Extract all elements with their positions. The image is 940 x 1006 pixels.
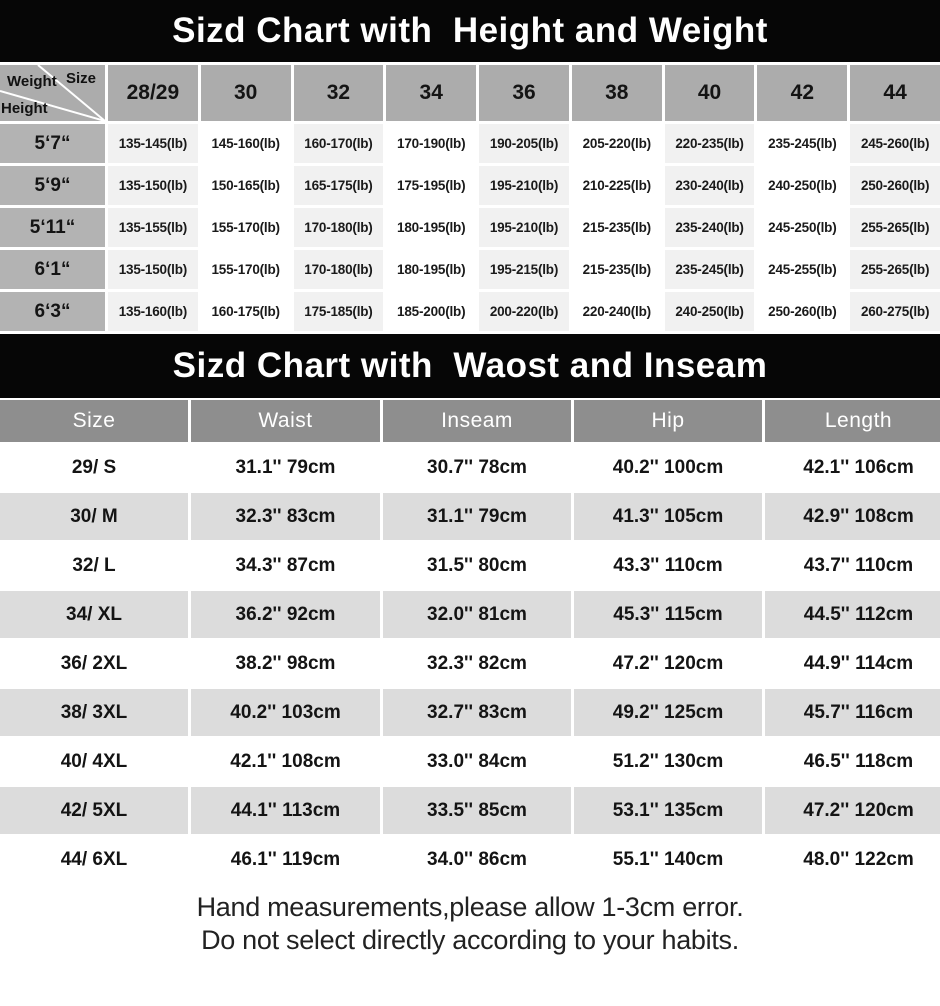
height-row-header: 5‘7“ [0,124,105,163]
height-row-header: 5‘9“ [0,166,105,205]
title-height-weight: Sizd Chart with Height and Weight [0,0,940,62]
weight-cell: 135-150(lb) [108,250,198,289]
weight-cell: 255-265(lb) [850,250,940,289]
size-column-header: 28/29 [108,65,198,121]
weight-cell: 205-220(lb) [572,124,662,163]
height-row-header: 6‘3“ [0,292,105,331]
weight-cell: 195-210(lb) [479,208,569,247]
weight-cell: 170-190(lb) [386,124,476,163]
size-column-header: 44 [850,65,940,121]
measure-cell: 43.3'' 110cm [574,542,762,589]
size-cell: 44/ 6XL [0,836,188,883]
size-column-header: 40 [665,65,755,121]
measure-cell: 31.5'' 80cm [383,542,571,589]
measure-cell: 36.2'' 92cm [191,591,380,638]
weight-cell: 245-255(lb) [757,250,847,289]
height-weight-table [0,62,940,334]
measure-cell: 44.1'' 113cm [191,787,380,834]
measure-column-header: Hip [574,400,762,442]
weight-cell: 175-185(lb) [294,292,384,331]
measure-cell: 33.5'' 85cm [383,787,571,834]
measure-cell: 41.3'' 105cm [574,493,762,540]
measure-cell: 32.0'' 81cm [383,591,571,638]
measure-cell: 44.5'' 112cm [765,591,940,638]
weight-cell: 135-155(lb) [108,208,198,247]
measure-cell: 47.2'' 120cm [574,640,762,687]
size-column-header: 32 [294,65,384,121]
title-waist-inseam: Sizd Chart with Waost and Inseam [0,334,940,398]
weight-cell: 165-175(lb) [294,166,384,205]
weight-cell: 260-275(lb) [850,292,940,331]
measure-cell: 44.9'' 114cm [765,640,940,687]
measure-cell: 32.3'' 83cm [191,493,380,540]
weight-cell: 245-260(lb) [850,124,940,163]
measure-cell: 34.0'' 86cm [383,836,571,883]
weight-cell: 255-265(lb) [850,208,940,247]
weight-cell: 180-195(lb) [386,250,476,289]
measure-cell: 55.1'' 140cm [574,836,762,883]
height-label: Height [1,100,48,117]
footer-note [0,891,940,957]
measure-cell: 40.2'' 100cm [574,444,762,491]
measure-cell: 53.1'' 135cm [574,787,762,834]
size-cell: 32/ L [0,542,188,589]
weight-cell: 215-235(lb) [572,208,662,247]
measure-cell: 43.7'' 110cm [765,542,940,589]
measure-cell: 45.7'' 116cm [765,689,940,736]
measure-cell: 42.1'' 108cm [191,738,380,785]
weight-cell: 220-240(lb) [572,292,662,331]
size-column-header: 42 [757,65,847,121]
measure-cell: 42.1'' 106cm [765,444,940,491]
weight-cell: 195-210(lb) [479,166,569,205]
weight-cell: 170-180(lb) [294,250,384,289]
measure-cell: 31.1'' 79cm [383,493,571,540]
height-row-header: 5‘11“ [0,208,105,247]
size-cell: 38/ 3XL [0,689,188,736]
measure-cell: 34.3'' 87cm [191,542,380,589]
footer-note-line2: Do not select directly according to your habits. [201,924,739,955]
weight-cell: 235-245(lb) [665,250,755,289]
measure-column-header: Length [765,400,940,442]
weight-cell: 135-145(lb) [108,124,198,163]
size-column-header: 34 [386,65,476,121]
size-label: Size [65,70,96,87]
size-cell: 36/ 2XL [0,640,188,687]
measure-cell: 42.9'' 108cm [765,493,940,540]
weight-cell: 230-240(lb) [665,166,755,205]
weight-cell: 150-165(lb) [201,166,291,205]
size-column-header: 36 [479,65,569,121]
weight-cell: 215-235(lb) [572,250,662,289]
weight-cell: 220-235(lb) [665,124,755,163]
weight-cell: 160-170(lb) [294,124,384,163]
measure-cell: 46.5'' 118cm [765,738,940,785]
weight-cell: 155-170(lb) [201,208,291,247]
size-column-header: 38 [572,65,662,121]
corner-cell [0,65,105,121]
size-cell: 30/ M [0,493,188,540]
weight-cell: 240-250(lb) [665,292,755,331]
waist-inseam-table [0,398,940,883]
weight-cell: 160-175(lb) [201,292,291,331]
measure-column-header: Size [0,400,188,442]
weight-cell: 195-215(lb) [479,250,569,289]
weight-cell: 200-220(lb) [479,292,569,331]
size-column-header: 30 [201,65,291,121]
weight-cell: 185-200(lb) [386,292,476,331]
measure-cell: 46.1'' 119cm [191,836,380,883]
weight-cell: 180-195(lb) [386,208,476,247]
weight-cell: 175-195(lb) [386,166,476,205]
weight-cell: 155-170(lb) [201,250,291,289]
weight-cell: 190-205(lb) [479,124,569,163]
measure-cell: 30.7'' 78cm [383,444,571,491]
size-cell: 42/ 5XL [0,787,188,834]
weight-cell: 135-150(lb) [108,166,198,205]
measure-cell: 31.1'' 79cm [191,444,380,491]
weight-cell: 245-250(lb) [757,208,847,247]
weight-cell: 135-160(lb) [108,292,198,331]
footer-note-line1: Hand measurements,please allow 1-3cm error. [196,892,744,922]
measure-cell: 40.2'' 103cm [191,689,380,736]
weight-label: Weight [7,73,57,90]
size-cell: 40/ 4XL [0,738,188,785]
height-row-header: 6‘1“ [0,250,105,289]
weight-cell: 250-260(lb) [850,166,940,205]
weight-cell: 250-260(lb) [757,292,847,331]
size-cell: 29/ S [0,444,188,491]
measure-cell: 38.2'' 98cm [191,640,380,687]
measure-column-header: Inseam [383,400,571,442]
weight-cell: 145-160(lb) [201,124,291,163]
measure-cell: 49.2'' 125cm [574,689,762,736]
weight-cell: 235-245(lb) [757,124,847,163]
measure-cell: 32.7'' 83cm [383,689,571,736]
measure-cell: 47.2'' 120cm [765,787,940,834]
measure-cell: 48.0'' 122cm [765,836,940,883]
size-cell: 34/ XL [0,591,188,638]
weight-cell: 210-225(lb) [572,166,662,205]
measure-cell: 45.3'' 115cm [574,591,762,638]
weight-cell: 240-250(lb) [757,166,847,205]
measure-column-header: Waist [191,400,380,442]
weight-cell: 170-180(lb) [294,208,384,247]
weight-cell: 235-240(lb) [665,208,755,247]
measure-cell: 33.0'' 84cm [383,738,571,785]
measure-cell: 32.3'' 82cm [383,640,571,687]
measure-cell: 51.2'' 130cm [574,738,762,785]
